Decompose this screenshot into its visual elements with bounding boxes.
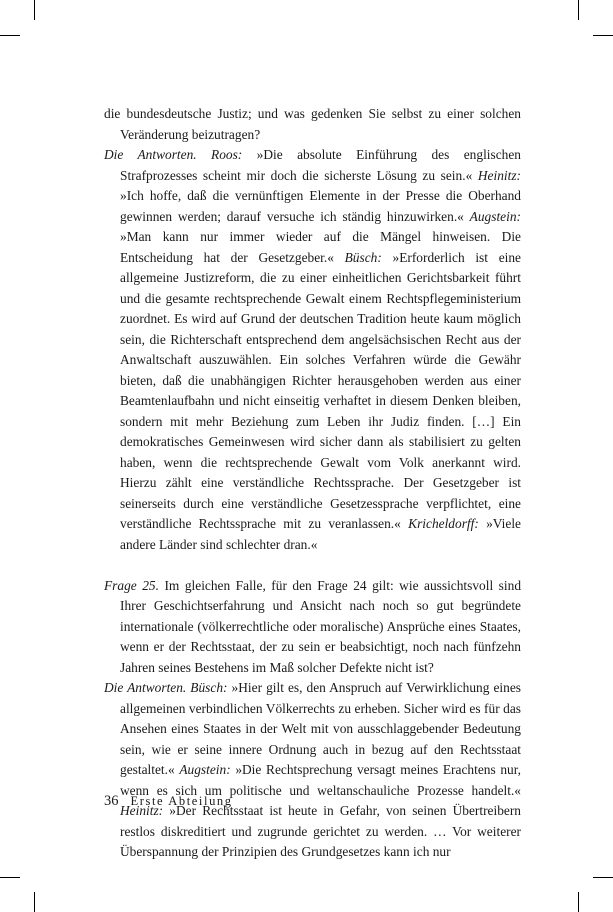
running-section-title: Erste Abteilung (130, 794, 233, 808)
crop-mark (0, 35, 20, 36)
paragraph (104, 145, 521, 555)
text-run: »Hier gilt es, den Anspruch auf Verwirklichung eines allgemeinen verbindlichen Völkerrechts zu erheben. Sicher wird es für das Ansehen eines Staates in der Welt mit von ausschlaggebender Bedeutung sein, wie er seine innere Ordnung auch in bezug auf den Rechtsstaat gestaltet.« (120, 680, 521, 777)
crop-mark (34, 892, 35, 912)
crop-mark (593, 877, 613, 878)
text-run: »Erforderlich ist eine allgemeine Justizreform, die zu einer einheitlichen Gerichtsbarkeit führt und die gesamte rechtsprechende Gewalt einem Rechtspflegeministerium zuordnet. Es wird auf Grund der deutschen Tradition heute kaum möglich sein, die Richterschaft entsprechend dem angelsächsischen Recht aus der Anwaltschaft auszuwählen. Ein solches Verfahren würde die Gewähr bieten, daß die unabhängigen Richter herausgehoben werden aus einer Beamtenlaufbahn und nicht einseitig verhaftet in diesem Denken bleiben, sondern mit mehr Beziehung zum Leben ihr Judiz finden. […] Ein demokratisches Gemeinwesen wird sicher dann als stabilisiert zu gelten haben, wenn die rechtsprechende Gewalt vom Volk anerkannt wird. Hierzu zählt eine verständliche Rechtssprache. Der Gesetzgeber ist seinerseits durch eine verständliche Gesetzessprache verpflichtet, eine verständliche Rechtssprache mit zu veranlassen.« (120, 249, 521, 531)
text-run: »Man kann nur immer wieder auf die Mängel hinweisen. Die Entscheidung hat der Gesetzgeber.« (120, 229, 521, 265)
page-footer (104, 793, 233, 810)
page-number: 36 (104, 793, 119, 809)
crop-mark (578, 892, 579, 912)
section-label: Die Antworten. Roos: (104, 147, 243, 162)
text-run: »Die absolute Einführung des englischen Strafprozesses scheint mir doch die sicherste Lösung zu sein.« (120, 147, 521, 183)
crop-mark (578, 0, 579, 20)
crop-mark (34, 0, 35, 20)
speaker-name: Augstein: (469, 208, 521, 224)
text-run: die bundesdeutsche Justiz; und was gedenken Sie selbst zu einer solchen Veränderung beizutragen? (104, 106, 521, 142)
speaker-name: Heinitz: (120, 803, 164, 818)
body-text (104, 104, 521, 863)
text-run: »Die Rechtsprechung versagt meines Erachtens nur, wenn es sich um politische und weltanschauliche Prozesse handelt.« (120, 762, 521, 798)
speaker-name: Kricheldorff: (408, 516, 479, 531)
text-run: »Der Rechtsstaat ist heute in Gefahr, von seinen Übertreibern restlos diskreditiert und zugrunde gerichtet zu werden. … Vor weiterer Überspannung der Prinzipien des Grundgesetzes kann ich nur (120, 803, 521, 859)
text-run: Im gleichen Falle, für den Frage 24 gilt: wie aussichtsvoll sind Ihrer Geschichtserfahrung und Ansicht nach noch so gut begründete internationale (völkerrechtliche oder moralische) Ansprüche eines Staates, wenn er der Rechtsstaat, der zu sein er beabsichtigt, noch nach fünfzehn Jahren seines Bestehens im Maß solcher Defekte nicht ist? (120, 577, 522, 675)
crop-mark (593, 35, 613, 36)
crop-mark (0, 877, 20, 878)
paragraph (104, 576, 521, 679)
text-run: »Viele andere Länder sind schlechter dran.« (120, 516, 521, 552)
section-label: Frage 25. (104, 577, 159, 593)
section-label: Die Antworten. Büsch: (104, 680, 228, 695)
text-run: »Ich hoffe, daß die vernünftigen Elemente in der Presse die Oberhand gewinnen werden; darauf versuche ich ständig hinzuwirken.« (120, 188, 521, 224)
speaker-name: Augstein: (179, 762, 231, 777)
speaker-name: Büsch: (344, 249, 382, 265)
speaker-name: Heinitz: (477, 167, 521, 183)
paragraph-continuation (104, 104, 521, 145)
paragraph (104, 678, 521, 863)
